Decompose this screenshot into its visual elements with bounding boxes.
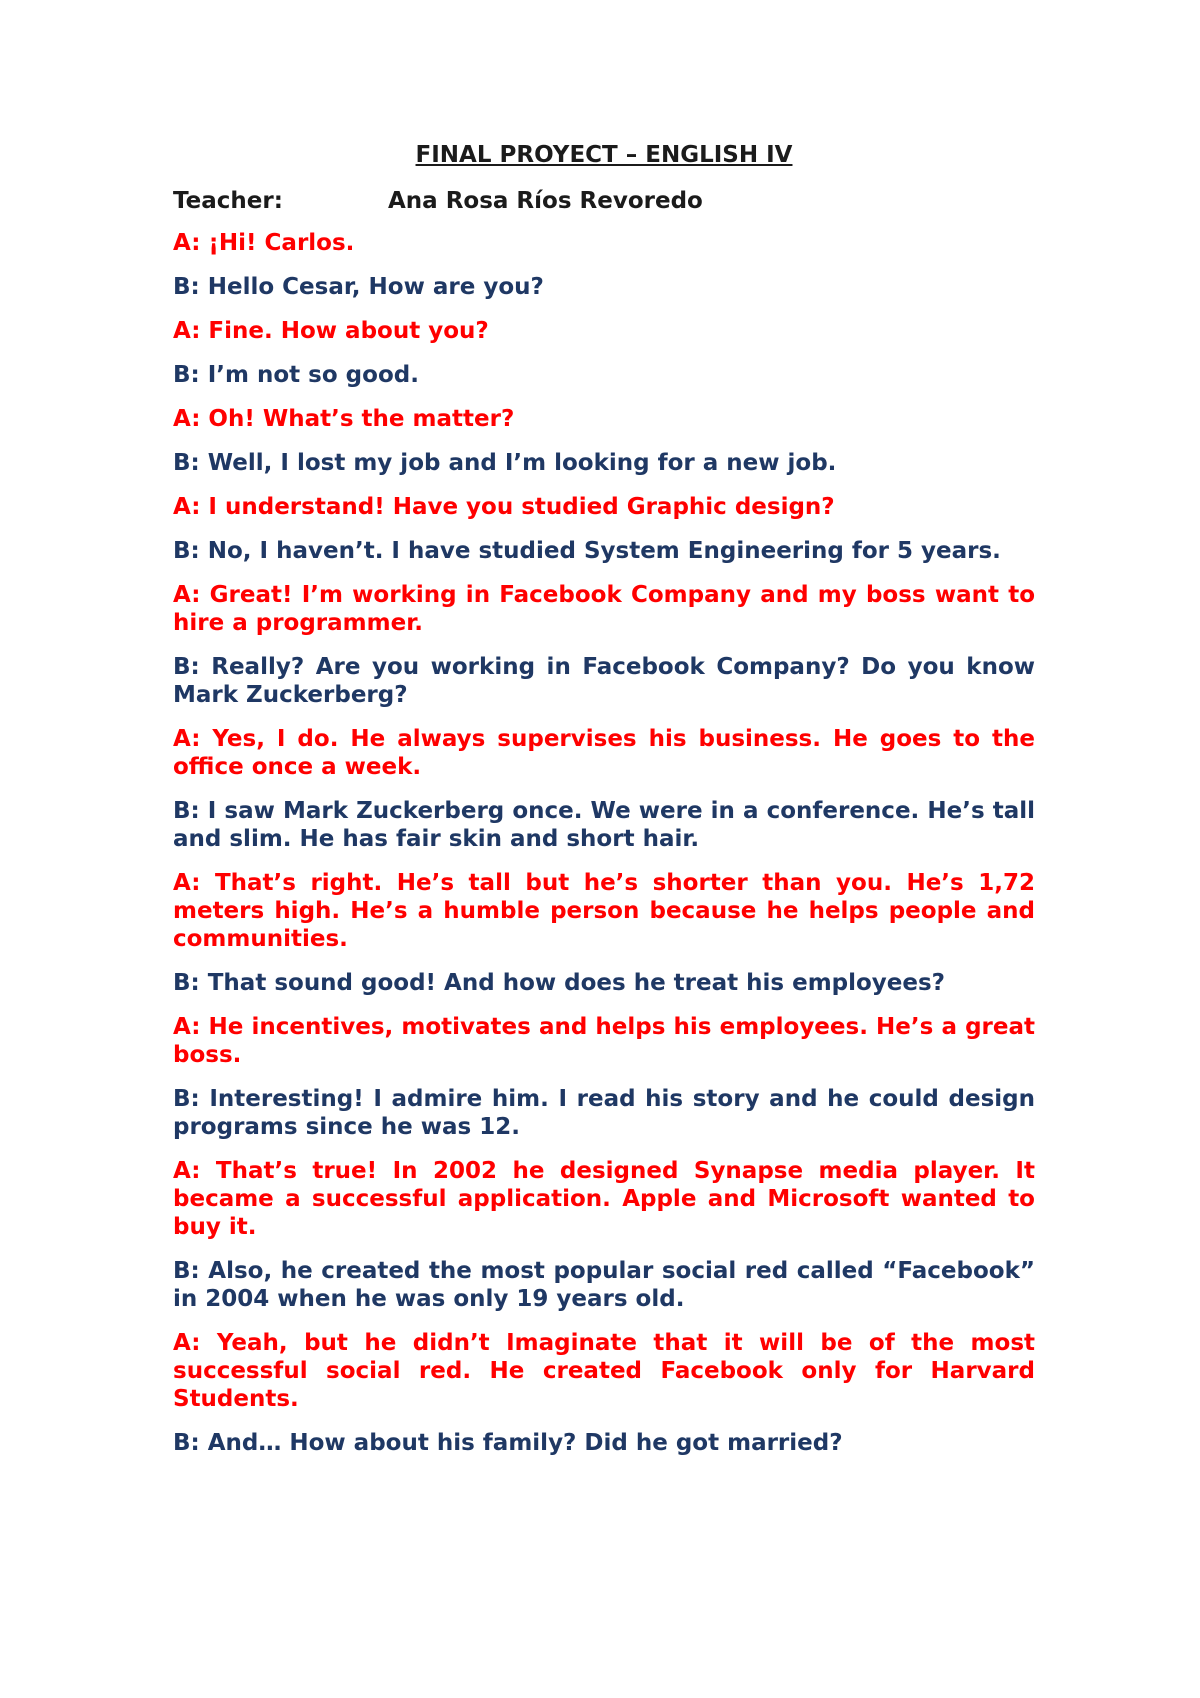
dialogue-line-a: A: Oh! What’s the matter? bbox=[173, 406, 515, 432]
teacher-row bbox=[173, 186, 1035, 216]
dialogue-line-b: B: Interesting! I admire him. I read his story and he could design programs since he was 12. bbox=[173, 1086, 1035, 1140]
dialogue-line-b: B: Also, he created the most popular social red called “Facebook” in 2004 when he was only 19 years old. bbox=[173, 1258, 1035, 1312]
dialogue-line-b: B: Well, I lost my job and I’m looking for a new job. bbox=[173, 450, 837, 476]
dialogue-line-b: B: I saw Mark Zuckerberg once. We were in a conference. He’s tall and slim. He has fair skin and short hair. bbox=[173, 798, 1035, 852]
document-title: FINAL PROYECT – ENGLISH IV bbox=[415, 142, 793, 168]
dialogue-line-a: A: That’s true! In 2002 he designed Synapse media player. It became a successful application. Apple and Microsoft wanted to buy it. bbox=[173, 1158, 1035, 1240]
dialogue-line-a: A: I understand! Have you studied Graphic design? bbox=[173, 494, 835, 520]
dialogue-line-a: A: Yeah, but he didn’t Imaginate that it will be of the most successful social red. He created Facebook only for Harvard Students. bbox=[173, 1330, 1035, 1412]
dialogue-line-a: A: That’s right. He’s tall but he’s shorter than you. He’s 1,72 meters high. He’s a humble person because he helps people and communities. bbox=[173, 870, 1035, 952]
teacher-name: Ana Rosa Ríos Revoredo bbox=[388, 188, 703, 214]
document-page bbox=[173, 140, 1035, 1473]
dialogue-line-b: B: Hello Cesar, How are you? bbox=[173, 274, 544, 300]
teacher-label: Teacher: bbox=[173, 188, 283, 214]
dialogue-line-a: A: He incentives, motivates and helps his employees. He’s a great boss. bbox=[173, 1014, 1035, 1068]
dialogue-line-b: B: No, I haven’t. I have studied System Engineering for 5 years. bbox=[173, 538, 1001, 564]
dialogue bbox=[173, 229, 1035, 1457]
dialogue-line-b: B: I’m not so good. bbox=[173, 362, 419, 388]
dialogue-line-a: A: ¡Hi! Carlos. bbox=[173, 230, 355, 256]
dialogue-line-a: A: Great! I’m working in Facebook Company and my boss want to hire a programmer. bbox=[173, 582, 1035, 636]
dialogue-line-b: B: And… How about his family? Did he got married? bbox=[173, 1430, 843, 1456]
dialogue-line-a: A: Yes, I do. He always supervises his business. He goes to the office once a week. bbox=[173, 726, 1035, 780]
dialogue-line-a: A: Fine. How about you? bbox=[173, 318, 489, 344]
dialogue-line-b: B: That sound good! And how does he treat his employees? bbox=[173, 970, 946, 996]
dialogue-line-b: B: Really? Are you working in Facebook Company? Do you know Mark Zuckerberg? bbox=[173, 654, 1035, 708]
